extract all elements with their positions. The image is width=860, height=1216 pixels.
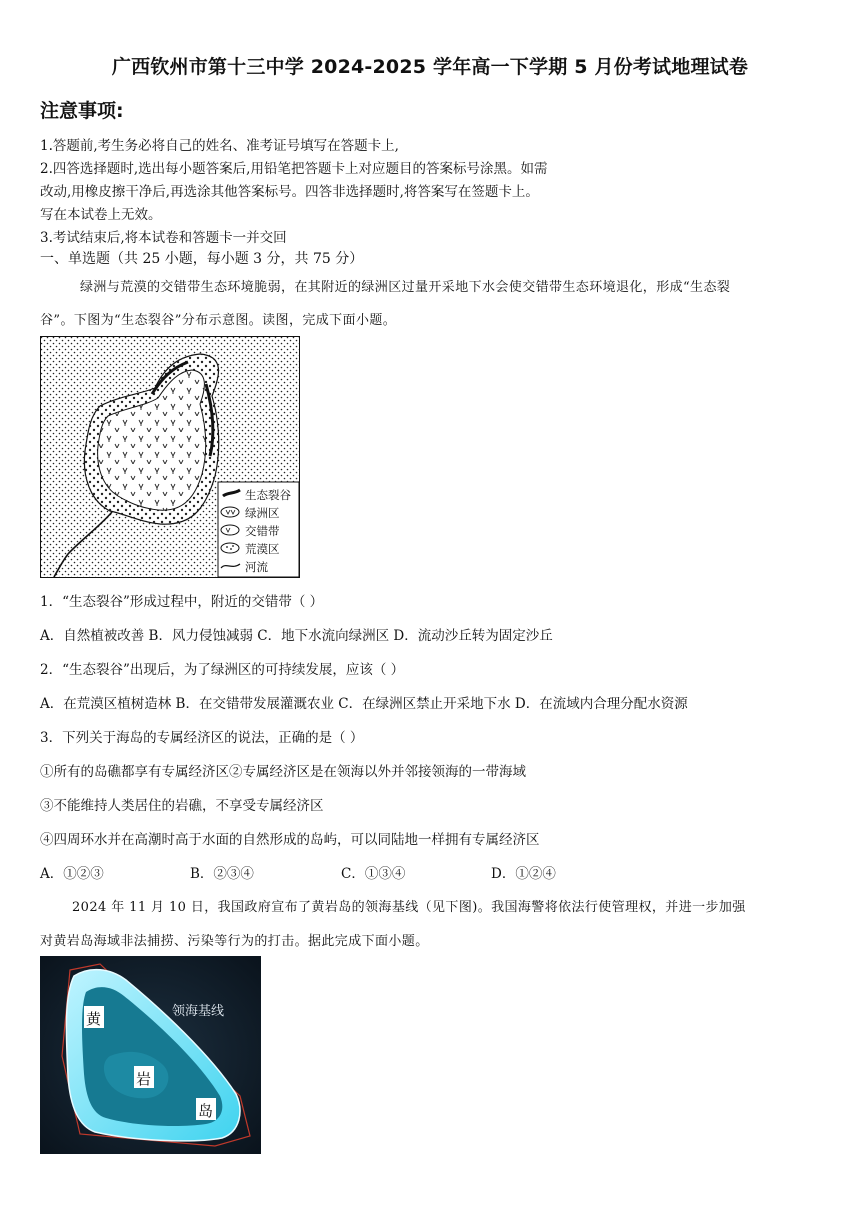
notice-line: 写在本试卷上无效。 bbox=[40, 207, 162, 223]
question-3-option-b: B．②③④ bbox=[190, 866, 254, 882]
island-label-char: 黄 bbox=[86, 1010, 102, 1028]
section-heading: 一、单选题（共 25 小题，每小题 3 分，共 75 分） bbox=[40, 251, 364, 267]
question-3-stem: 3．下列关于海岛的专属经济区的说法，正确的是（ ） bbox=[40, 730, 364, 746]
question-1-stem: 1．“生态裂谷”形成过程中，附近的交错带（ ） bbox=[40, 594, 324, 610]
question-3-option-a: A．①②③ bbox=[40, 866, 104, 882]
ecological-rift-map bbox=[40, 336, 300, 578]
notice-line: 改动,用橡皮擦干净后,再选涂其他答案标号。四答非选择题时,将答案写在签题卡上。 bbox=[40, 184, 539, 200]
notice-line: 2.四答选择题时,选出每小题答案后,用铅笔把答题卡上对应题目的答案标号涂黑。如需 bbox=[40, 161, 548, 177]
exam-title: 广西钦州市第十三中学 2024-2025 学年高一下学期 5 月份考试地理试卷 bbox=[111, 56, 749, 78]
question-2-options: A．在荒漠区植树造林 B．在交错带发展灌溉农业 C．在绿洲区禁止开采地下水 D．在流域内合理分配水资源 bbox=[40, 696, 688, 712]
question-3-statement: ③不能维持人类居住的岩礁，不享受专属经济区 bbox=[40, 798, 324, 814]
legend-transition: 交错带 bbox=[245, 524, 280, 538]
legend-rift: 生态裂谷 bbox=[245, 488, 291, 502]
notice-heading: 注意事项: bbox=[40, 100, 124, 122]
island-label-char: 岛 bbox=[198, 1102, 214, 1120]
notice-line: 1.答题前,考生务必将自己的姓名、准考证号填写在答题卡上, bbox=[40, 138, 399, 154]
passage-line: 绿洲与荒漠的交错带生态环境脆弱，在其附近的绿洲区过量开采地下水会使交错带生态环境退化，形成“生态裂 bbox=[80, 280, 731, 295]
passage-line: 对黄岩岛海域非法捕捞、污染等行为的打击。据此完成下面小题。 bbox=[40, 934, 429, 949]
question-3-statement: ①所有的岛礁都享有专属经济区②专属经济区是在领海以外并邻接领海的一带海域 bbox=[40, 764, 526, 780]
passage-line: 2024 年 11 月 10 日，我国政府宣布了黄岩岛的领海基线（见下图)。我国海警将依法行使管理权，并进一步加强 bbox=[72, 900, 746, 915]
question-3-option-c: C．①③④ bbox=[341, 866, 406, 882]
legend-desert: 荒漠区 bbox=[245, 542, 280, 556]
question-3-option-d: D．①②④ bbox=[491, 866, 556, 882]
huangyan-island-photo bbox=[40, 956, 261, 1154]
question-3-statement: ④四周环水并在高潮时高于水面的自然形成的岛屿，可以同陆地一样拥有专属经济区 bbox=[40, 832, 540, 848]
question-1-options: A．自然植被改善 B．风力侵蚀减弱 C．地下水流向绿洲区 D．流动沙丘转为固定沙丘 bbox=[40, 628, 553, 644]
question-2-stem: 2．“生态裂谷”出现后，为了绿洲区的可持续发展，应该（ ） bbox=[40, 662, 405, 678]
legend-oasis: 绿洲区 bbox=[245, 506, 280, 520]
notice-line: 3.考试结束后,将本试卷和答题卡一并交回 bbox=[40, 230, 287, 246]
legend-river: 河流 bbox=[245, 560, 268, 574]
passage-line: 谷”。下图为“生态裂谷”分布示意图。读图，完成下面小题。 bbox=[40, 313, 397, 328]
island-label-char: 岩 bbox=[136, 1070, 152, 1088]
baseline-label: 领海基线 bbox=[172, 1004, 225, 1019]
